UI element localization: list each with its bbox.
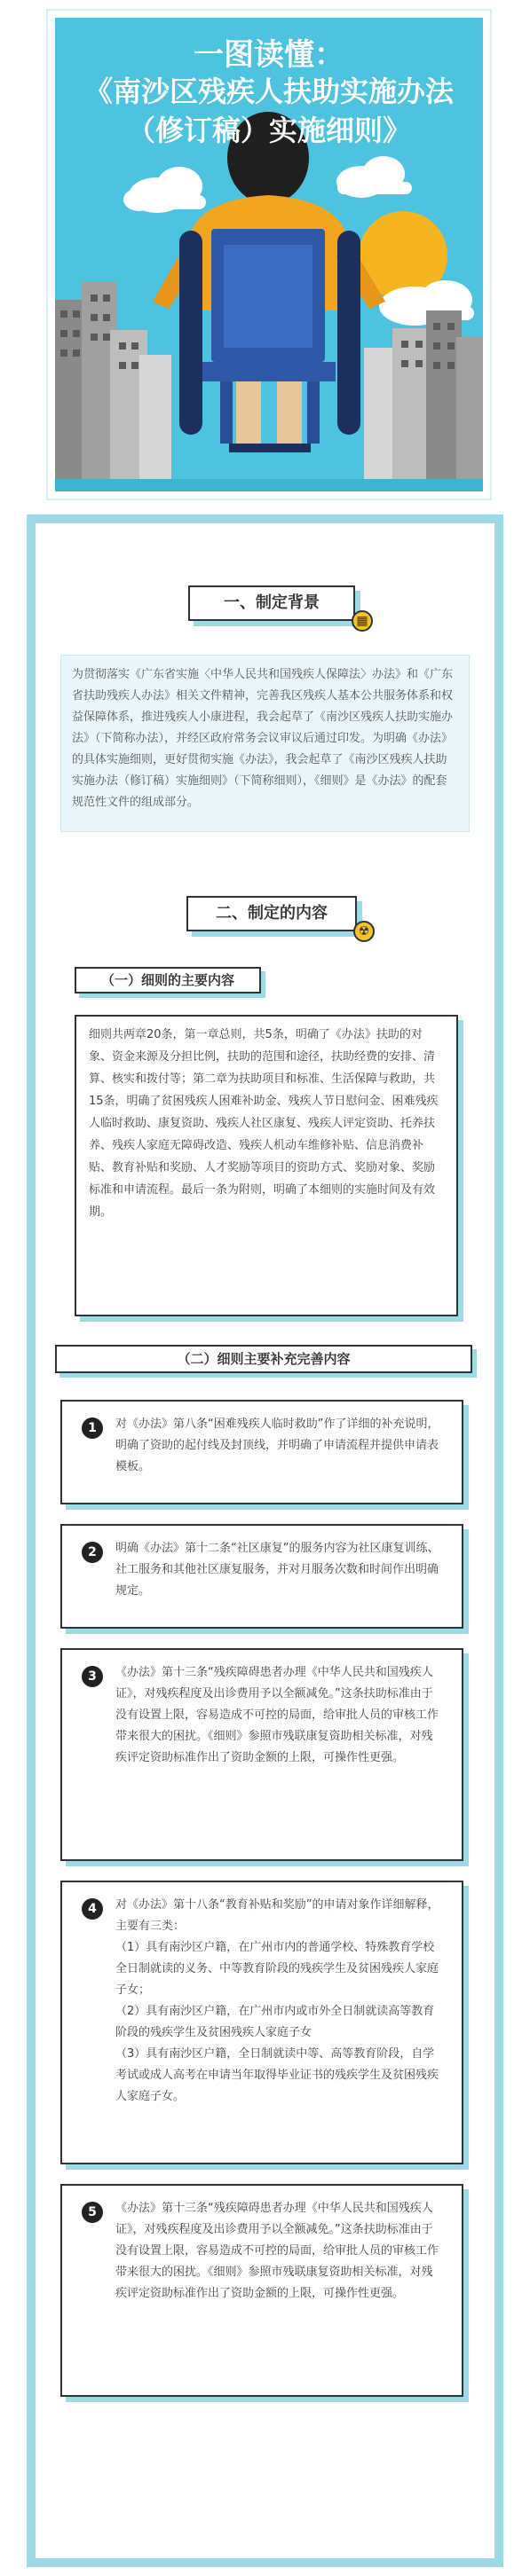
- sub2-heading-text: （二）细则主要补充完善内容: [177, 1351, 351, 1367]
- supplement-item-3: [60, 1648, 463, 1861]
- item-number-badge: 2: [82, 1542, 103, 1563]
- sub1-heading-text: （一）细则的主要内容: [100, 972, 234, 988]
- item-text: 《办法》第十三条“残疾障碍患者办理《中华人民共和国残疾人证》，对残疾程度及出诊费用予以全额减免。”这条扶助标准由于没有设置上限，容易造成不可控的局面，给审批人员的审核工作带来很大的困扰。《细则》参照市残联康复资助相关标准，对残疾评定资助标准作出了资助金额的上限，可操作性更强。: [115, 2202, 439, 2300]
- item-text: 《办法》第十三条“残疾障碍患者办理《中华人民共和国残疾人证》，对残疾程度及出诊费用予以全额减免。”这条扶助标准由于没有设置上限，容易造成不可控的局面，给审批人员的审核工作带来很大的困扰。《细则》参照市残联康复资助相关标准，对残疾评定资助标准作出了资助金额的上限，可操作性更强。: [115, 1666, 439, 1764]
- hero-title-line3: （修订稿）实施细则》: [126, 114, 411, 147]
- item-number-badge: 3: [82, 1666, 103, 1687]
- background-paragraph: 为贯彻落实《广东省实施〈中华人民共和国残疾人保障法〉办法》和《广东省扶助残疾人办法》相关文件精神，完善我区残疾人基本公共服务体系和权益保障体系，推进残疾人小康进程，我会起草了《南沙区残疾人扶助实施办法》（下简称办法），并经区政府常务会议审议后通过印发。为明确《办法》的具体实施细则，更好贯彻实施《办法》，我会起草了《南沙区残疾人扶助实施办法（修订稿）实施细则》（下简称细则），《细则》是《办法》的配套规范性文件的组成部分。: [60, 655, 470, 832]
- section1-heading-text: 一、制定背景: [224, 593, 320, 612]
- item-text: 对《办法》第十八条“教育补贴和奖励”的申请对象作详细解释，主要有三类： （1）具有南沙区户籍，在广州市内的普通学校、特殊教育学校全日制就读的义务、中等教育阶段的残疾学生及贫困残疾人家庭子女； （2）具有南沙区户籍，在广州市内或市外全日制就读高等教育阶段的残疾学生及贫困残疾人家庭子女 （3）具有南沙区户籍，全日制就读中等、高等教育阶段，自学考试或成人高考在申请当年取得毕业证书的残疾学生及贫困残疾人家庭子女。: [115, 1898, 439, 2103]
- item-number-badge: 1: [82, 1418, 103, 1439]
- sub1-heading: [75, 967, 261, 993]
- content-frame: [27, 514, 503, 2567]
- section2-heading-text: 二、制定的内容: [216, 904, 328, 923]
- hero-title-line2: 《南沙区残疾人扶助实施办法: [83, 75, 454, 108]
- item-text: 明确《办法》第十二条“社区康复”的服务内容为社区康复训练、社工服务和其他社区康复服务，并对月服务次数和时间作出明确规定。: [115, 1542, 439, 1598]
- calculator-icon: ▦: [352, 610, 373, 632]
- section2-heading: [186, 896, 357, 931]
- sub1-paragraph: 细则共两章20条，第一章总则，共5条，明确了《办法》扶助的对象、资金来源及分担比例，扶助的范围和途径，扶助经费的安排、清算、核实和拨付等；第二章为扶助项目和标准、生活保障与救助，共15条，明确了贫困残疾人困难补助金、残疾人节日慰问金、困难残疾人临时救助、康复资助、残疾人社区康复、残疾人评定资助、托养扶养、残疾人家庭无障碍改造、残疾人机动车维修补贴、信息消费补贴、教育补贴和奖励、人才奖励等项目的资助方式、奖励对象、奖励标准和申请流程。最后一条为附则，明确了本细则的实施时间及有效期。: [75, 1015, 458, 1316]
- content-area: [51, 539, 479, 2542]
- supplement-item-4: [60, 1881, 463, 2164]
- supplement-item-5: [60, 2184, 463, 2397]
- hero-illustration: [55, 18, 483, 491]
- section1-heading: [188, 585, 355, 621]
- sub2-heading: [55, 1345, 472, 1373]
- hero-title-line1: 一图读懂：: [194, 37, 344, 73]
- supplement-item-1: [60, 1400, 463, 1504]
- item-number-badge: 5: [82, 2202, 103, 2223]
- hero-banner: [46, 9, 492, 500]
- item-number-badge: 4: [82, 1898, 103, 1920]
- radiation-icon: ☢: [353, 921, 375, 942]
- supplement-item-2: [60, 1524, 463, 1629]
- item-text: 对《办法》第八条“困难残疾人临时救助”作了详细的补充说明，明确了资助的起付线及封顶线，并明确了申请流程并提供申请表模板。: [115, 1418, 439, 1473]
